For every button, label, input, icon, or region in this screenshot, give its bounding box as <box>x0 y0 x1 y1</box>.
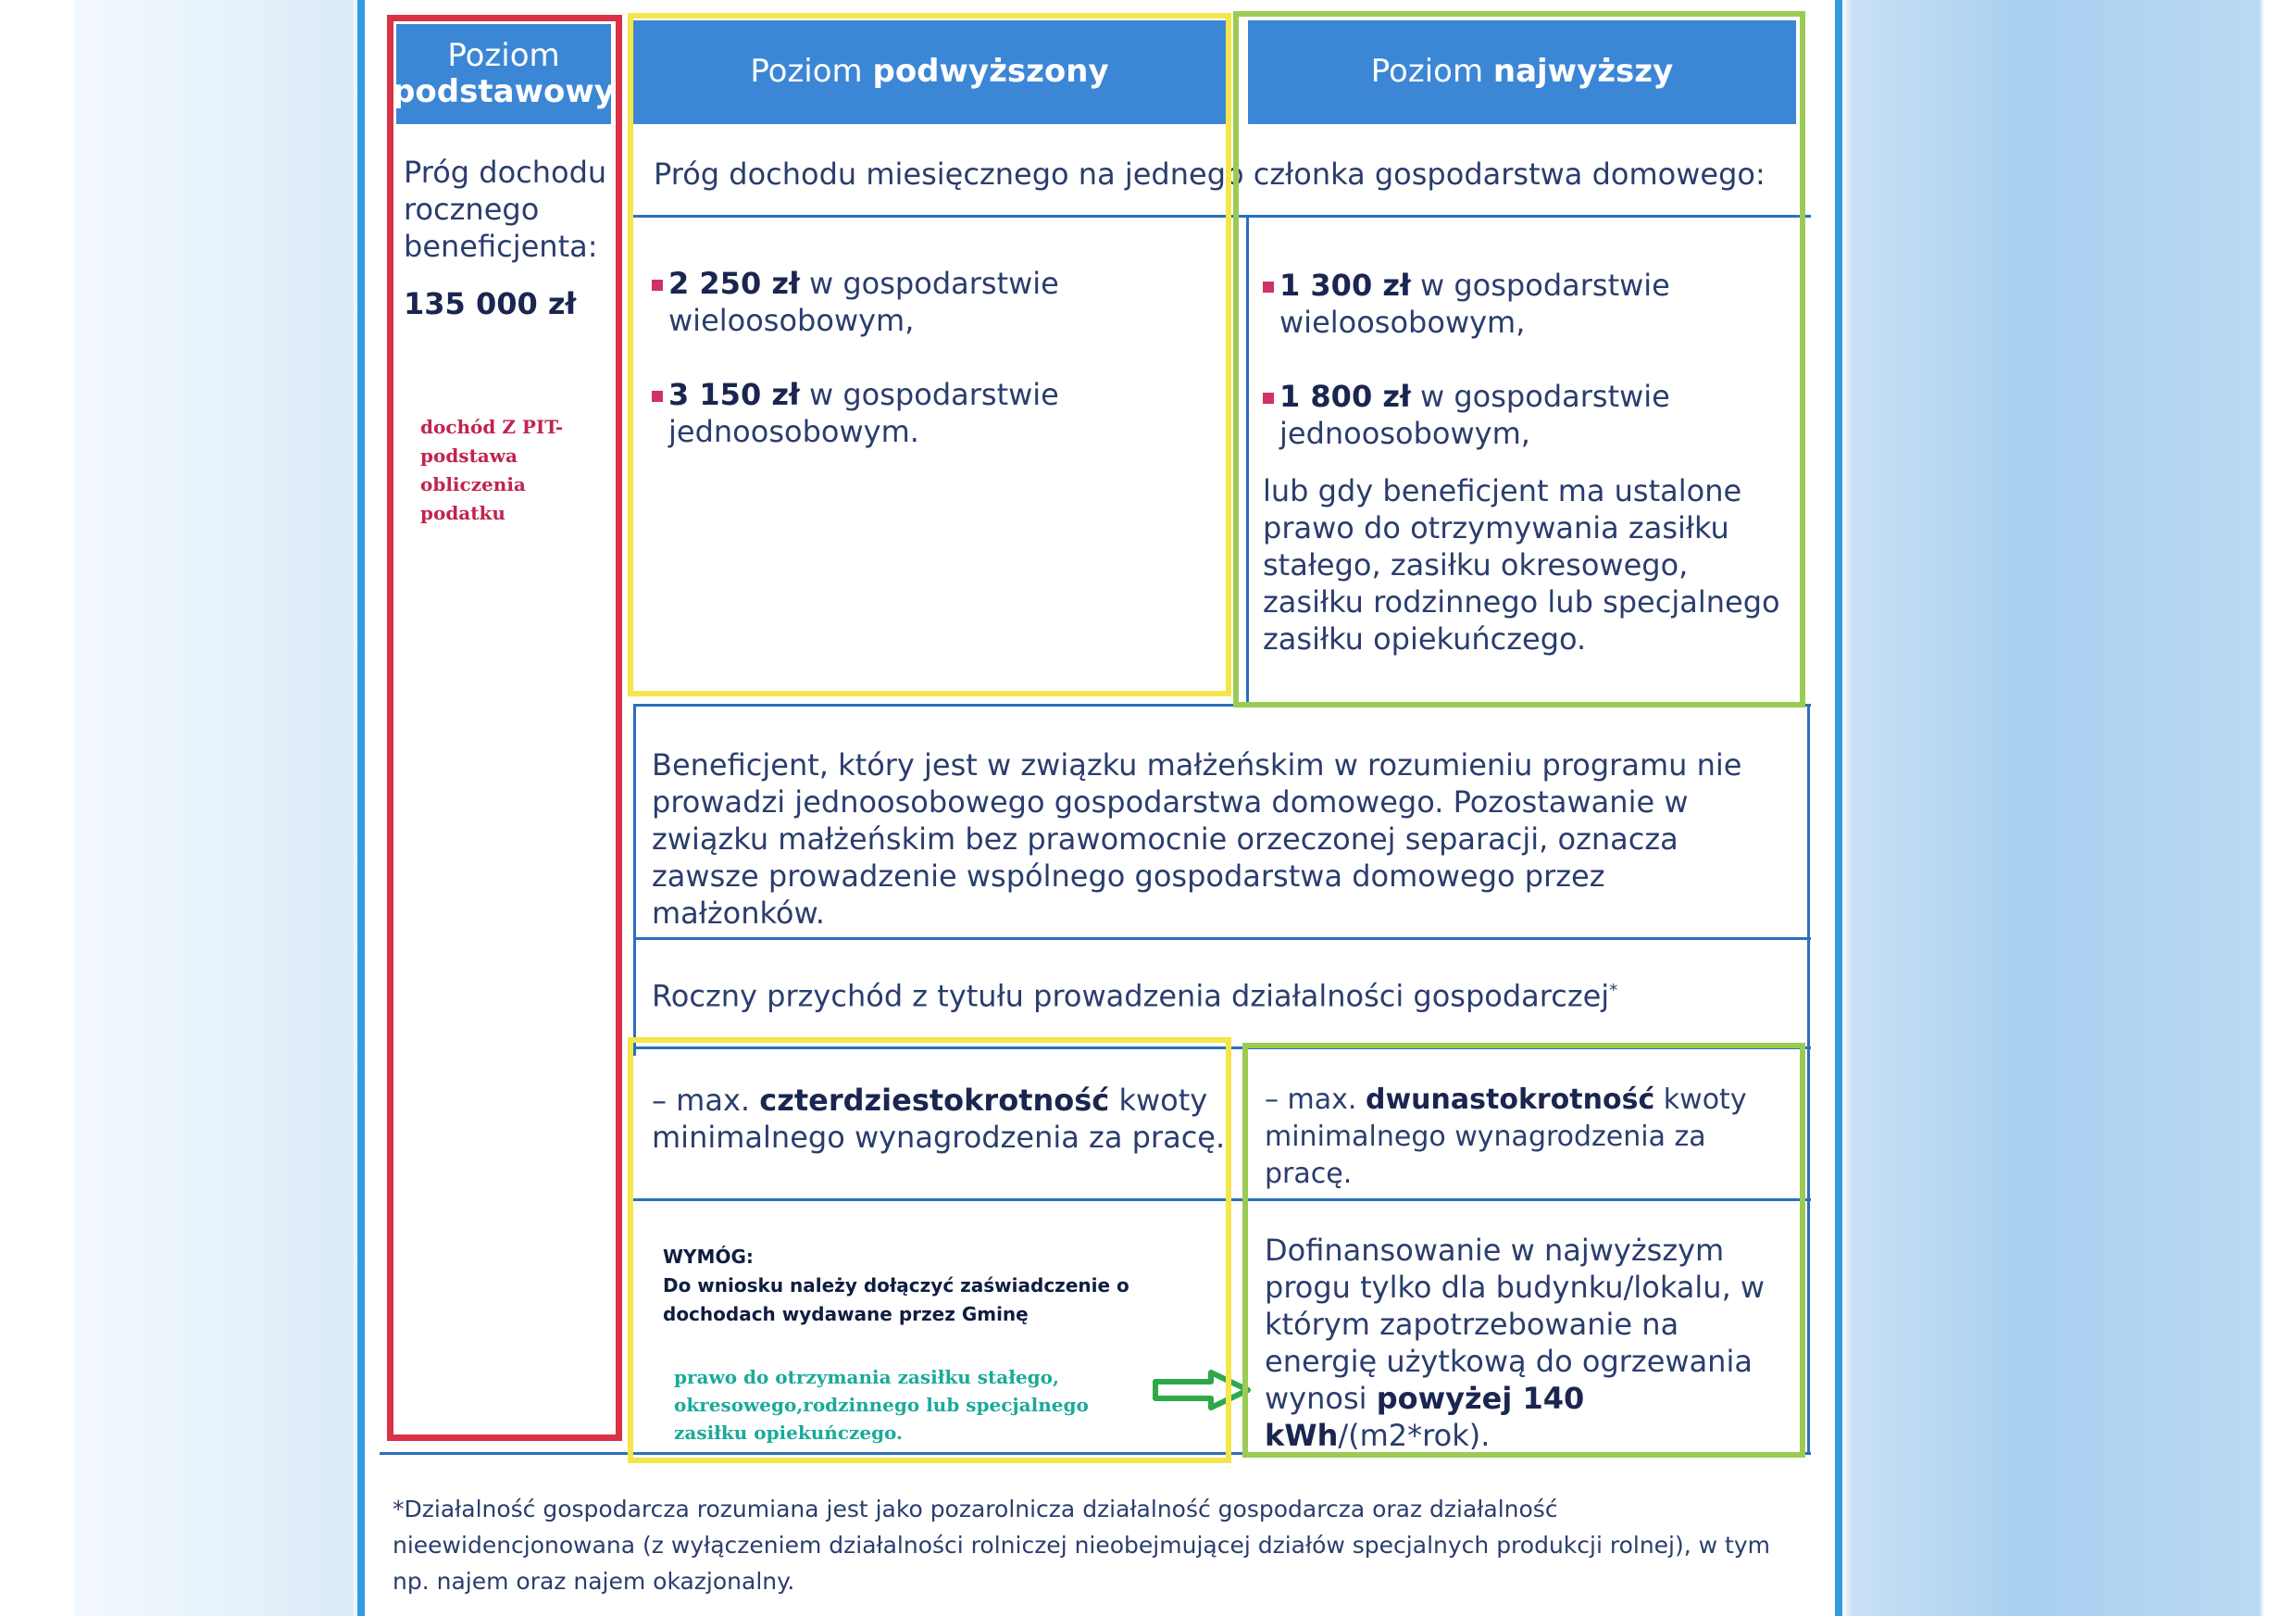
building-bold: powyżej 140 kWh <box>1265 1381 1585 1453</box>
highest-limit-bold: dwunastokrotność <box>1365 1084 1655 1116</box>
business-income-label <box>652 972 1763 1015</box>
rule-top-business <box>633 937 1811 940</box>
raised-limit-prefix: – max. <box>652 1083 760 1118</box>
highest-benefit-condition: lub gdy beneficjent ma ustalone prawo do otrzymywania zasiłku stałego, zasiłku okresowego, zasiłku rodzinnego lub specjalnego zasiłku opiekuńczego. <box>1263 473 1780 657</box>
highest-single-text: w gospodarstwie jednoosobowym, <box>1279 379 1670 451</box>
marriage-note: Beneficjent, który jest w związku małżeńskim w rozumieniu programu nie prowadzi jednoosobowego gospodarstwa domowego. Pozostawanie w związku małżeńskim bez prawomocnie orzeczonej separacji, oznacza zawsze prowadzenie wspólnego gospodarstwa domowego przez małżonków. <box>652 747 1742 931</box>
raised-single-value: 3 150 zł <box>668 377 800 412</box>
basic-income-note: dochód Z PIT- podstawa obliczenia podatku <box>420 416 564 524</box>
basic-threshold-value: 135 000 zł <box>404 286 577 321</box>
monthly-threshold-label: Próg dochodu miesięcznego na jednego członka gospodarstwa domowego: <box>654 157 1766 192</box>
header-raised-bold: podwyższony <box>872 53 1109 91</box>
footnote: *Działalność gospodarcza rozumiana jest jako pozarolnicza działalność gospodarcza oraz działalność nieewidencjonowana (z wyłączeniem działalności rolniczej nieobejmującej działów specjalnych produkcji rolnej), w tym np. najem oraz najem okazjonalny. <box>393 1496 1770 1595</box>
header-highest-bold: najwyższy <box>1492 53 1674 91</box>
header-basic-line1: Poziom <box>447 36 560 74</box>
vrule-left-lower <box>633 704 636 1056</box>
requirement-body: Do wniosku należy dołączyć zaświadczenie o dochodach wydawane przez Gminę <box>663 1274 1129 1325</box>
building-text: Dofinansowanie w najwyższym progu tylko dla budynku/lokalu, w którym zapotrzebowanie na energię użytkową do ogrzewania wynosi <box>1265 1233 1766 1416</box>
vrule-right-lower <box>1807 704 1810 1454</box>
raised-limit-bold: czterdziestokrotność <box>759 1083 1110 1118</box>
highest-multi-text: w gospodarstwie wieloosobowym, <box>1279 268 1670 340</box>
requirement-title: WYMÓG: <box>663 1246 754 1268</box>
highest-limit-prefix: – max. <box>1265 1084 1366 1116</box>
header-basic-line2: podstawowy <box>393 73 615 110</box>
basic-threshold-label: Próg dochodu rocznego beneficjenta: <box>404 155 607 264</box>
raised-level-box-bottom <box>628 1037 1231 1463</box>
highest-single-value: 1 800 zł <box>1279 379 1411 414</box>
basic-level-box <box>387 15 622 1441</box>
raised-limit-suffix: kwoty minimalnego wynagrodzenia za pracę. <box>652 1083 1226 1155</box>
highest-multi-value: 1 300 zł <box>1279 268 1411 303</box>
building-suffix: /(m2*rok). <box>1338 1418 1491 1453</box>
highest-level-box-bottom <box>1242 1043 1805 1458</box>
raised-single-text: w gospodarstwie jednoosobowym. <box>668 377 1059 449</box>
business-income-text: Roczny przychód z tytułu prowadzenia działalności gospodarczej <box>652 978 1610 1014</box>
raised-level-box-top <box>628 13 1231 696</box>
highest-level-box-top <box>1233 11 1805 708</box>
header-highest-prefix: Poziom <box>1370 53 1493 91</box>
highest-limit-suffix: kwoty minimalnego wynagrodzenia za pracę. <box>1265 1084 1747 1190</box>
footnote-marker: * <box>1609 981 1618 1000</box>
raised-multi-value: 2 250 zł <box>668 266 800 301</box>
benefit-note: prawo do otrzymania zasiłku stałego, okresowego,rodzinnego lub specjalnego zasiłku opiekuńczego. <box>674 1366 1089 1444</box>
header-raised-prefix: Poziom <box>750 53 873 91</box>
raised-multi-text: w gospodarstwie wieloosobowym, <box>668 266 1059 338</box>
